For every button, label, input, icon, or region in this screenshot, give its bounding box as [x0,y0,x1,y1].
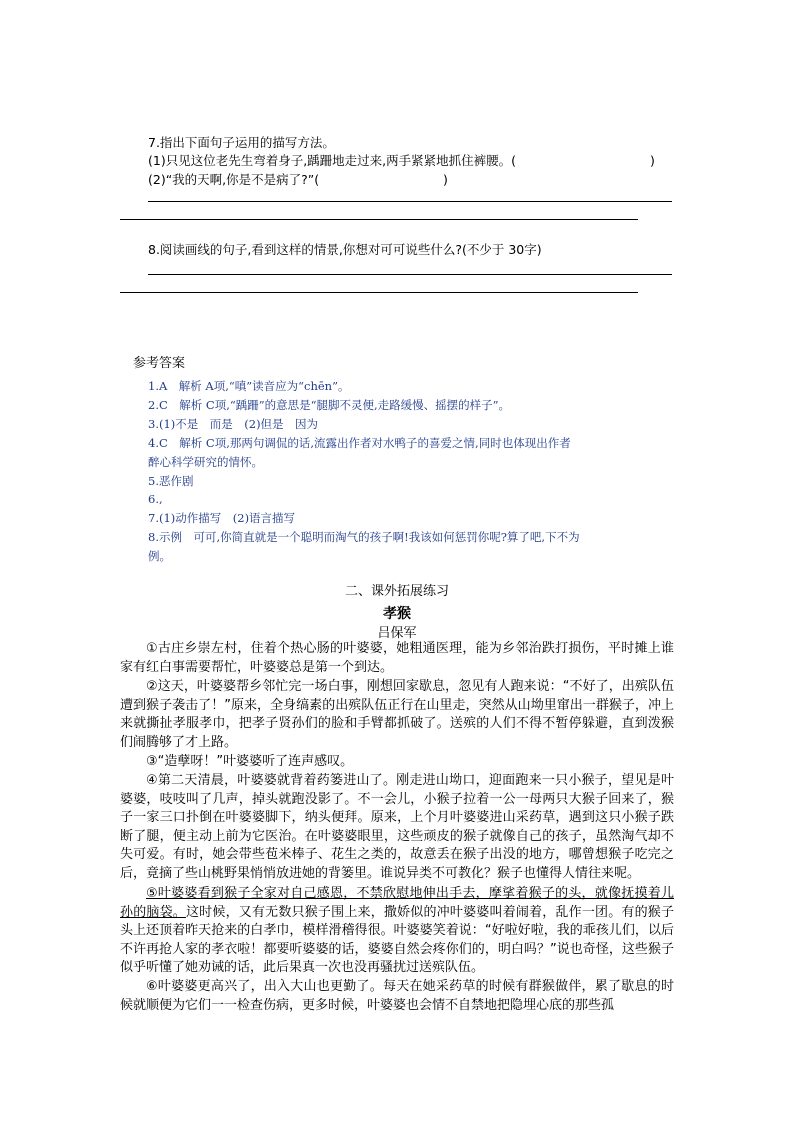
paragraph-text: 这时候，又有无数只猴子围上来，撒娇似的冲叶婆婆叫着闹着，乱作一团。有的猴子头上还顶着昨天抢来的白孝巾，模样滑稽得很。叶婆婆笑着说：“好啦好啦，我的乖孩儿们，以后不许再抢人家的孝衣啦！都要听婆婆的话，婆婆自然会疼你们的，明白吗？”说也奇怪，这些猴子似乎听懂了她劝诫的话，此后果真一次也没再骚扰过送殡队伍。 [120,904,674,976]
answer-line [148,201,672,202]
q7-item-2-close: ) [443,172,448,187]
answer-item: 1.A 解析 A项,“嗔”读音应为“chēn”。 [148,379,350,393]
section-heading: 二、课外拓展练习 [344,584,449,599]
answer-line [120,292,638,293]
answer-item: 醉心科学研究的情怀。 [148,455,263,469]
answer-line [120,219,638,220]
story-paragraph: ③“造孽呀！”叶婆婆听了连声感叹。 [146,754,354,769]
q7-item-2: (2)“我的天啊,你是不是病了?”( [148,172,320,187]
story-paragraph: ①古庄乡崇左村，住着个热心肠的叶婆婆，她粗通医理，能为乡邻治跌打损伤，平时摊上谁家有红白事需要帮忙，叶婆婆总是第一个到达。 [120,641,674,675]
underlined-sentence: ⑤叶婆婆看到猴子全家对自己感恩，不禁欣慰地伸出手去，摩挲着猴子的头，就像抚摸着儿孙的脑袋。 [120,886,674,920]
q7-title: 7.指出下面句子运用的描写方法。 [148,135,335,150]
q7-item-1-close: ) [650,153,655,168]
answer-line [148,274,672,275]
q7-item-1: (1)只见这位老先生弯着身子,踽跚地走过来,两手紧紧地抓住裤腰。( [148,153,517,168]
story-paragraph: ⑥叶婆婆更高兴了，出入大山也更勤了。每天在她采药草的时候有群猴做伴，累了歇息的时候就顺便为它们一一检查伤病，更多时候，叶婆婆也会情不自禁地把隐埋心底的那些孤 [120,979,674,1013]
answer-item: 6., [148,492,163,506]
answer-item: 7.(1)动作描写 (2)语言描写 [148,511,296,525]
story-paragraph: ②这天，叶婆婆帮乡邻忙完一场白事，刚想回家歇息，忽见有人跑来说：“不好了，出殡队伍遭到猴子袭击了！”原来，全身缟素的出殡队伍正行在山里走，突然从山坳里窜出一群猴子，冲上来就撕扯孝服孝巾，把孝子贤孙们的脸和手臂都抓破了。送殡的人们不得不暂停躲避，直到泼猴们闹腾够了才上路。 [120,679,674,750]
story-paragraph: ④第二天清晨，叶婆婆就背着药篓进山了。刚走进山坳口，迎面跑来一只小猴子，望见是叶婆婆，吱吱叫了几声，掉头就跑没影了。不一会儿，小猴子拉着一公一母两只大猴子回来了，猴子一家三口扑倒在叶婆婆脚下，纳头便拜。原来，上个月叶婆婆进山采药草，遇到这只小猴子跌断了腿，便主动上前为它医治。在叶婆婆眼里，这些顽皮的猴子就像自己的孩子，虽然淘气却不失可爱。有时，她会带些苞米棒子、花生之类的，故意丢在猴子出没的地方，哪曾想猴子吃完之后，竟摘了些山桃野果悄悄放进她的背篓里。谁说异类不可教化？猴子也懂得人情往来呢。 [120,773,674,881]
answer-item: 3.(1)不是 而是 (2)但是 因为 [148,417,319,431]
story-author: 吕保军 [377,626,417,641]
answer-item: 例。 [148,549,171,563]
answer-item: 5.恶作剧 [148,474,194,488]
answers-heading: 参考答案 [133,356,186,371]
answer-item: 4.C 解析 C项,那两句调侃的话,流露出作者对水鸭子的喜爱之情,同时也体现出作者 [148,436,571,450]
story-title: 孝猴 [383,606,411,622]
q8-title: 8.阅读画线的句子,看到这样的情景,你想对可可说些什么?(不少于 30字) [148,242,542,257]
story-paragraph-underlined [120,885,674,978]
answer-item: 8.示例 可可,你简直就是一个聪明而淘气的孩子啊!我该如何惩罚你呢?算了吧,下不为 [148,530,580,544]
answer-item: 2.C 解析 C项,“踽跚”的意思是“腿脚不灵便,走路缓慢、摇摆的样子”。 [148,398,511,412]
